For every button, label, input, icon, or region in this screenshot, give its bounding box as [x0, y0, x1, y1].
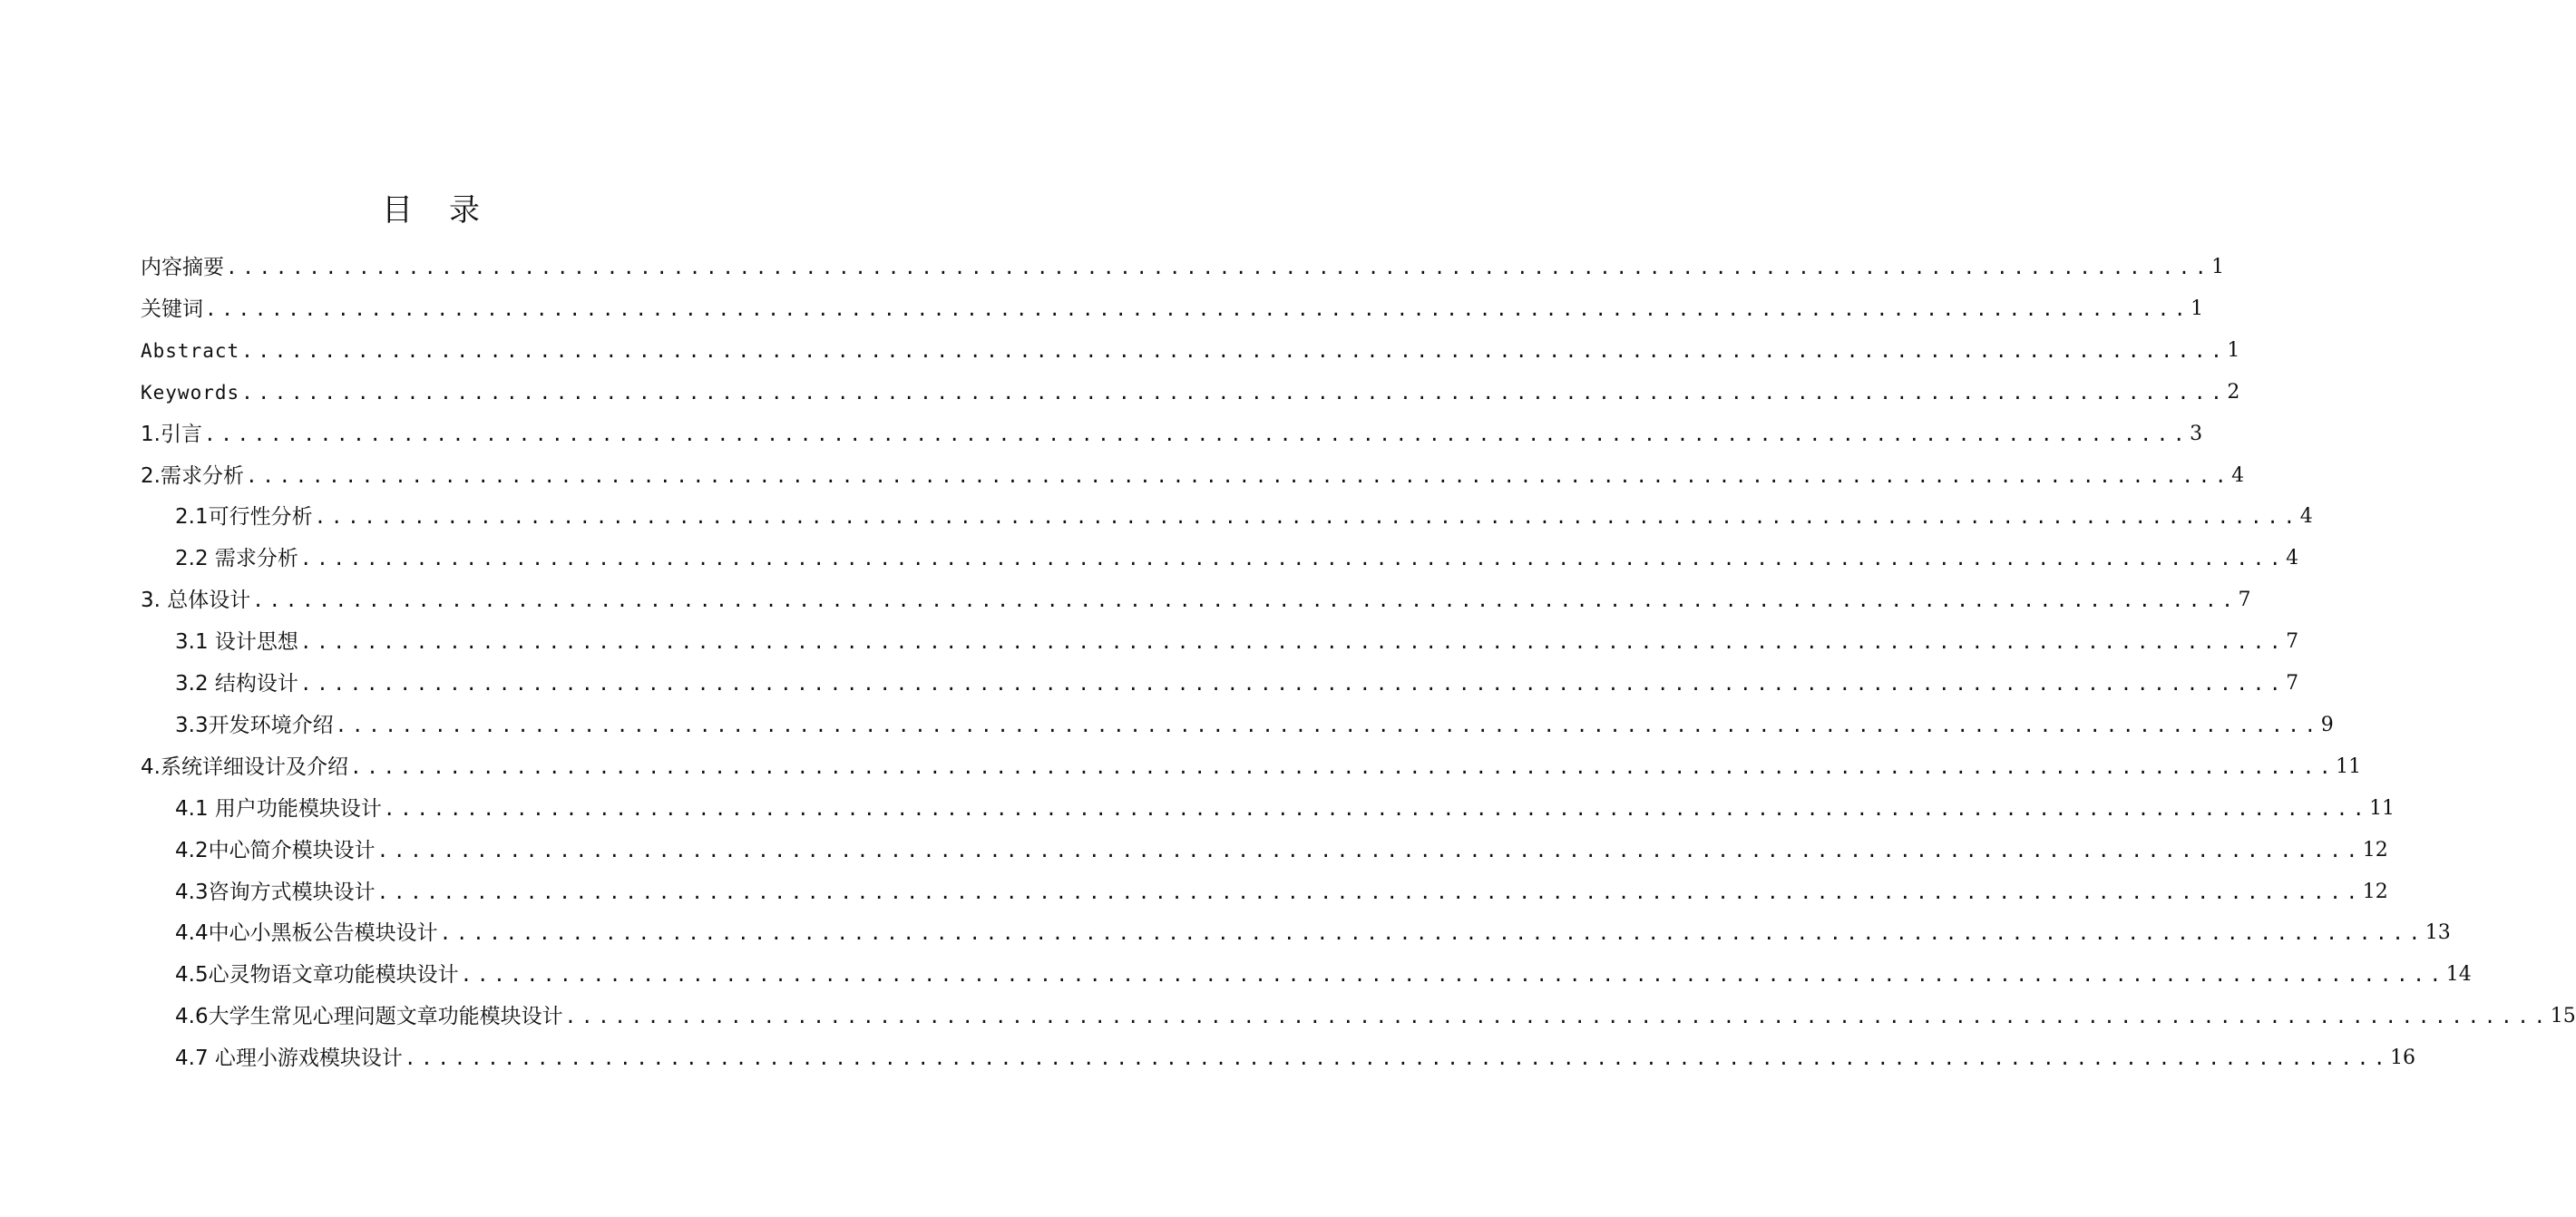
- toc-dot-leader: ........................................................................................................................: [404, 1047, 2391, 1070]
- toc-entry-label: Abstract: [141, 339, 240, 362]
- toc-entry-label: 3.3开发环境介绍: [175, 713, 334, 737]
- toc-dot-leader: ........................................................................................................................: [376, 881, 2363, 903]
- toc-entry-label: 1.引言: [141, 422, 202, 446]
- toc-entry[interactable]: [175, 621, 2299, 663]
- toc-entry[interactable]: [175, 705, 2334, 746]
- toc-entry-label: 内容摘要: [141, 256, 224, 279]
- toc-dot-leader: ........................................................................................................................: [564, 1006, 2551, 1028]
- toc-entry-page-number: 1: [2211, 256, 2225, 278]
- toc-dot-leader: ........................................................................................................................: [439, 922, 2425, 945]
- toc-entry-page-number: 3: [2190, 422, 2203, 445]
- toc-dot-leader: ........................................................................................................................: [314, 506, 2300, 529]
- toc-dot-leader: ........................................................................................................................: [245, 464, 2232, 487]
- toc-entry-label: 4.1 用户功能模块设计: [175, 796, 382, 821]
- toc-dot-leader: ........................................................................................................................: [383, 797, 2370, 820]
- toc-entry-label: 4.7 心理小游戏模块设计: [175, 1047, 403, 1071]
- toc-entry-label: Keywords: [141, 381, 240, 404]
- toc-entry-label: 3.2 结构设计: [175, 672, 298, 696]
- toc-dot-leader: ........................................................................................................................: [460, 964, 2446, 987]
- toc-dot-leader: ........................................................................................................................: [241, 339, 2228, 362]
- toc-entry[interactable]: [175, 912, 2451, 954]
- toc-entry-page-number: 4: [2299, 505, 2313, 529]
- toc-entry-page-number: 12: [2362, 880, 2388, 903]
- toc-entry[interactable]: [141, 330, 2240, 372]
- toc-entry[interactable]: [175, 538, 2299, 579]
- toc-dot-leader: ........................................................................................................................: [299, 673, 2287, 695]
- toc-dot-leader: ........................................................................................................................: [335, 714, 2321, 736]
- toc-entry-label: 4.3咨询方式模块设计: [175, 880, 376, 904]
- toc-entry[interactable]: [141, 455, 2245, 497]
- toc-entry-page-number: 7: [2286, 630, 2299, 654]
- toc-entry[interactable]: [141, 414, 2203, 455]
- toc-entry-label: 4.6大学生常见心理问题文章功能模块设计: [175, 1005, 563, 1029]
- toc-dot-leader: ........................................................................................................................: [376, 839, 2363, 862]
- toc-entry-page-number: 13: [2425, 921, 2451, 945]
- toc-entry-label: 3. 总体设计: [141, 589, 251, 613]
- toc-entry-page-number: 16: [2390, 1047, 2416, 1070]
- toc-dot-leader: ........................................................................................................................: [252, 589, 2239, 612]
- toc-dot-leader: ........................................................................................................................: [299, 631, 2287, 654]
- toc-entry-label: 4.5心灵物语文章功能模块设计: [175, 963, 459, 988]
- toc-dot-leader: ........................................................................................................................: [299, 548, 2287, 570]
- toc-entry-page-number: 11: [2369, 796, 2395, 820]
- toc-entry-page-number: 4: [2231, 463, 2245, 487]
- toc-entry-label: 2.1可行性分析: [175, 505, 313, 530]
- toc-entry-page-number: 12: [2362, 838, 2388, 862]
- toc-entry[interactable]: [141, 746, 2362, 788]
- toc-entry-page-number: 4: [2286, 547, 2299, 570]
- toc-dot-leader: ........................................................................................................................: [241, 381, 2228, 404]
- toc-entry-page-number: 1: [2227, 338, 2240, 362]
- toc-entry[interactable]: [141, 579, 2251, 621]
- toc-entry[interactable]: [141, 372, 2240, 414]
- toc-entry[interactable]: [175, 496, 2313, 538]
- toc-entry-label: 4.4中心小黑板公告模块设计: [175, 921, 438, 946]
- toc-dot-leader: ........................................................................................................................: [203, 423, 2191, 445]
- toc-entry[interactable]: [175, 1037, 2416, 1079]
- toc-dot-leader: ........................................................................................................................: [349, 755, 2337, 778]
- page-title: 目录: [382, 192, 516, 229]
- toc-dot-leader: ........................................................................................................................: [205, 297, 2191, 320]
- toc-entry-label: 关键词: [141, 297, 203, 321]
- toc-entry-page-number: 9: [2320, 713, 2334, 736]
- toc-entry-page-number: 15: [2550, 1005, 2576, 1028]
- toc-entry[interactable]: [175, 871, 2388, 913]
- toc-entry[interactable]: [175, 996, 2576, 1037]
- toc-entry[interactable]: [141, 247, 2225, 288]
- toc-entry-label: 3.1 设计思想: [175, 630, 298, 655]
- toc-entry-label: 4.2中心简介模块设计: [175, 838, 376, 862]
- toc-entry-page-number: 7: [2286, 672, 2299, 695]
- toc-entry-page-number: 7: [2238, 589, 2251, 612]
- toc-entry-label: 2.2 需求分析: [175, 547, 298, 571]
- toc-entry-page-number: 2: [2227, 380, 2240, 404]
- toc-entry[interactable]: [175, 830, 2388, 871]
- toc-entry-page-number: 11: [2336, 755, 2362, 778]
- toc-entry[interactable]: [141, 288, 2204, 330]
- toc-entry-page-number: 1: [2191, 297, 2204, 320]
- toc-entry[interactable]: [175, 954, 2472, 996]
- toc-entry-label: 4.系统详细设计及介绍: [141, 755, 348, 779]
- toc-entry[interactable]: [175, 788, 2395, 830]
- toc-entry[interactable]: [175, 663, 2299, 705]
- toc-dot-leader: ........................................................................................................................: [226, 257, 2212, 278]
- toc-entry-page-number: 14: [2445, 963, 2472, 987]
- toc-entry-label: 2.需求分析: [141, 463, 244, 488]
